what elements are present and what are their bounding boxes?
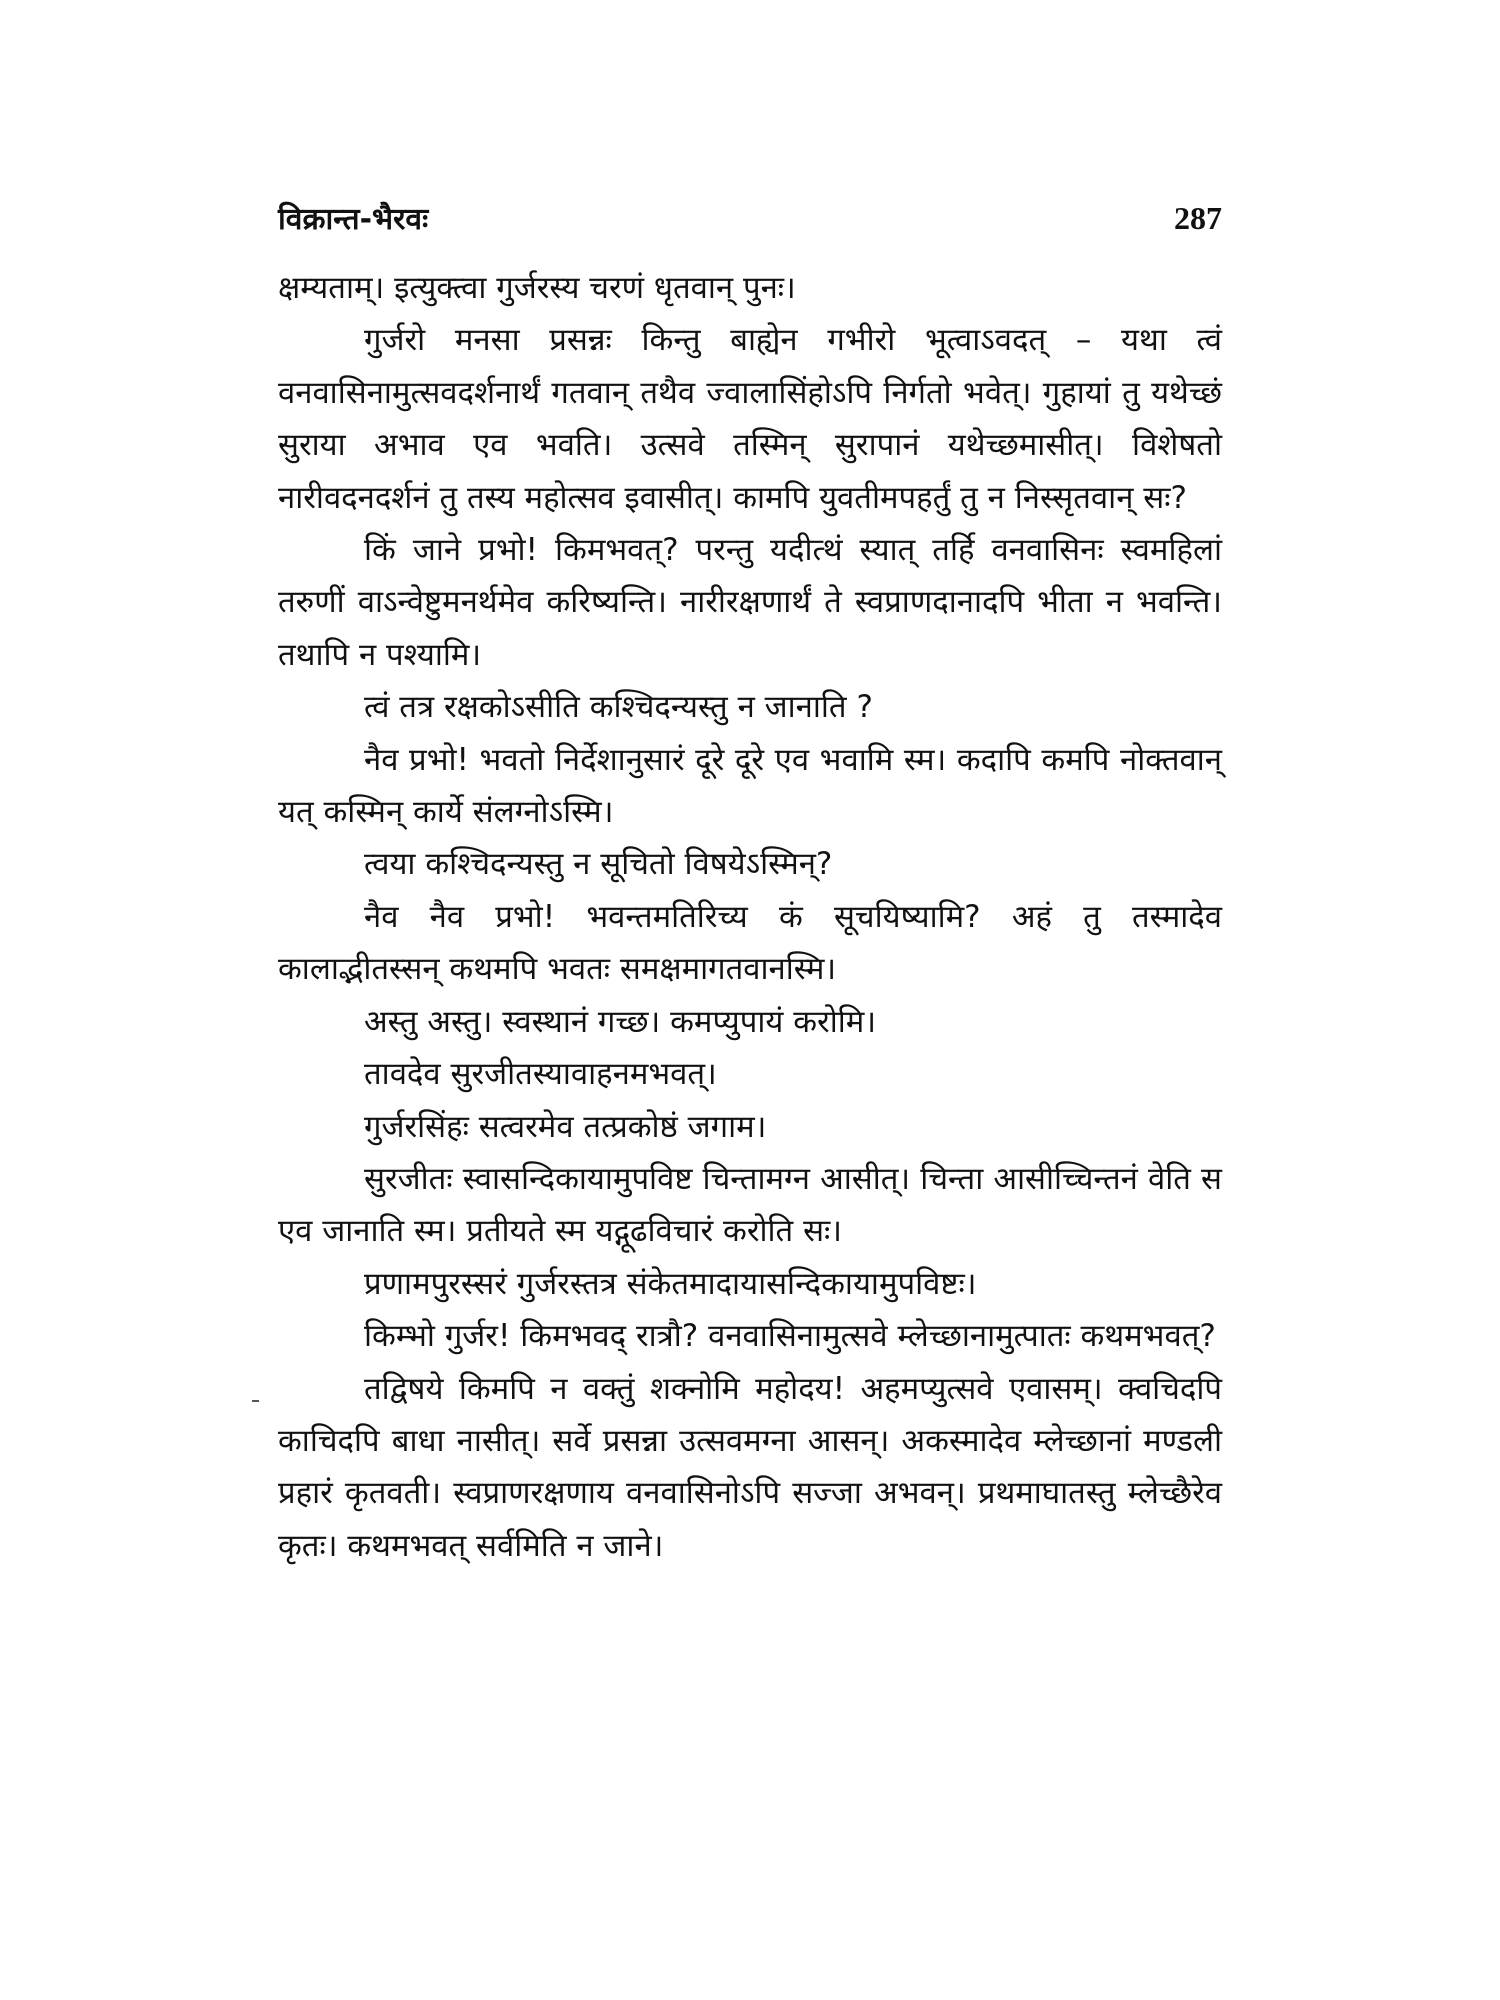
paragraph: गुर्जरो मनसा प्रसन्नः किन्तु बाह्येन गभीरो भूत्वाऽवदत् – यथा त्वं वनवासिनामुत्सवदर्शनार्थं गतवान् तथैव ज्वालासिंहोऽपि निर्गतो भवेत्। गुहायां तु यथेच्छं सुराया अभाव एव भवति। उत्सवे तस्मिन् सुरापानं यथेच्छमासीत्। विशेषतो नारीवदनदर्शनं तु तस्य महोत्सव इवासीत्। कामपि युवतीमपहर्तुं तु न निस्सृतवान् सः? [278,322,1222,516]
paragraph: तावदेव सुरजीतस्यावाहनमभवत्। [364,1056,717,1093]
paragraph: प्रणामपुरस्सरं गुर्जरस्तत्र संकेतमादायासन्दिकायामुपविष्टः। [364,1265,977,1302]
body-text [278,262,1222,1572]
paragraph: त्वया कश्चिदन्यस्तु न सूचितो विषयेऽस्मिन्? [364,846,833,883]
paragraph: किं जाने प्रभो! किमभवत्? परन्तु यदीत्थं स्यात् तर्हि वनवासिनः स्वमहिलां तरुणीं वाऽन्वेष्टुमनर्थमेव करिष्यन्ति। नारीरक्षणार्थं ते स्वप्राणदानादपि भीता न भवन्ति। तथापि न पश्यामि। [278,532,1222,673]
paragraph: त्वं तत्र रक्षकोऽसीति कश्चिदन्यस्तु न जानाति ? [364,689,873,726]
paragraph: नैव नैव प्रभो! भवन्तमतिरिच्य कं सूचयिष्यामि? अहं तु तस्मादेव कालाद्भीतस्सन् कथमपि भवतः समक्षमागतवानस्मि। [278,898,1222,988]
paragraph-continuation: क्षम्यताम्। इत्युक्त्वा गुर्जरस्य चरणं धृतवान् पुनः। [278,270,796,306]
page-number: 287 [1174,200,1222,236]
paragraph: अस्तु अस्तु। स्वस्थानं गच्छ। कमप्युपायं करोमि। [364,1003,877,1040]
paragraph: नैव प्रभो! भवतो निर्देशानुसारं दूरे दूरे एव भवामि स्म। कदापि कमपि नोक्तवान् यत् कस्मिन् कार्ये संलग्नोऽस्मि। [278,741,1222,831]
paragraph: किम्भो गुर्जर! किमभवद् रात्रौ? वनवासिनामुत्सवे म्लेच्छानामुत्पातः कथमभवत्? [364,1318,1216,1355]
scan-speck [252,1400,259,1402]
paragraph: सुरजीतः स्वासन्दिकायामुपविष्ट चिन्तामग्न आसीत्। चिन्ता आसीच्चिन्तनं वेति स एव जानाति स्म। प्रतीयते स्म यद्गूढविचारं करोति सः। [278,1160,1222,1250]
paragraph: गुर्जरसिंहः सत्वरमेव तत्प्रकोष्ठं जगाम। [364,1108,767,1145]
paragraph: तद्विषये किमपि न वक्तुं शक्नोमि महोदय! अहमप्युत्सवे एवासम्। क्वचिदपि काचिदपि बाधा नासीत्। सर्वे प्रसन्ना उत्सवमग्ना आसन्। अकस्मादेव म्लेच्छानां मण्डली प्रहारं कृतवती। स्वप्राणरक्षणाय वनवासिनोऽपि सज्जा अभवन्। प्रथमाघातस्तु म्लेच्छैरेव कृतः। कथमभवत् सर्वमिति न जाने। [278,1370,1222,1564]
running-title: विक्रान्त-भैरवः [278,202,429,237]
